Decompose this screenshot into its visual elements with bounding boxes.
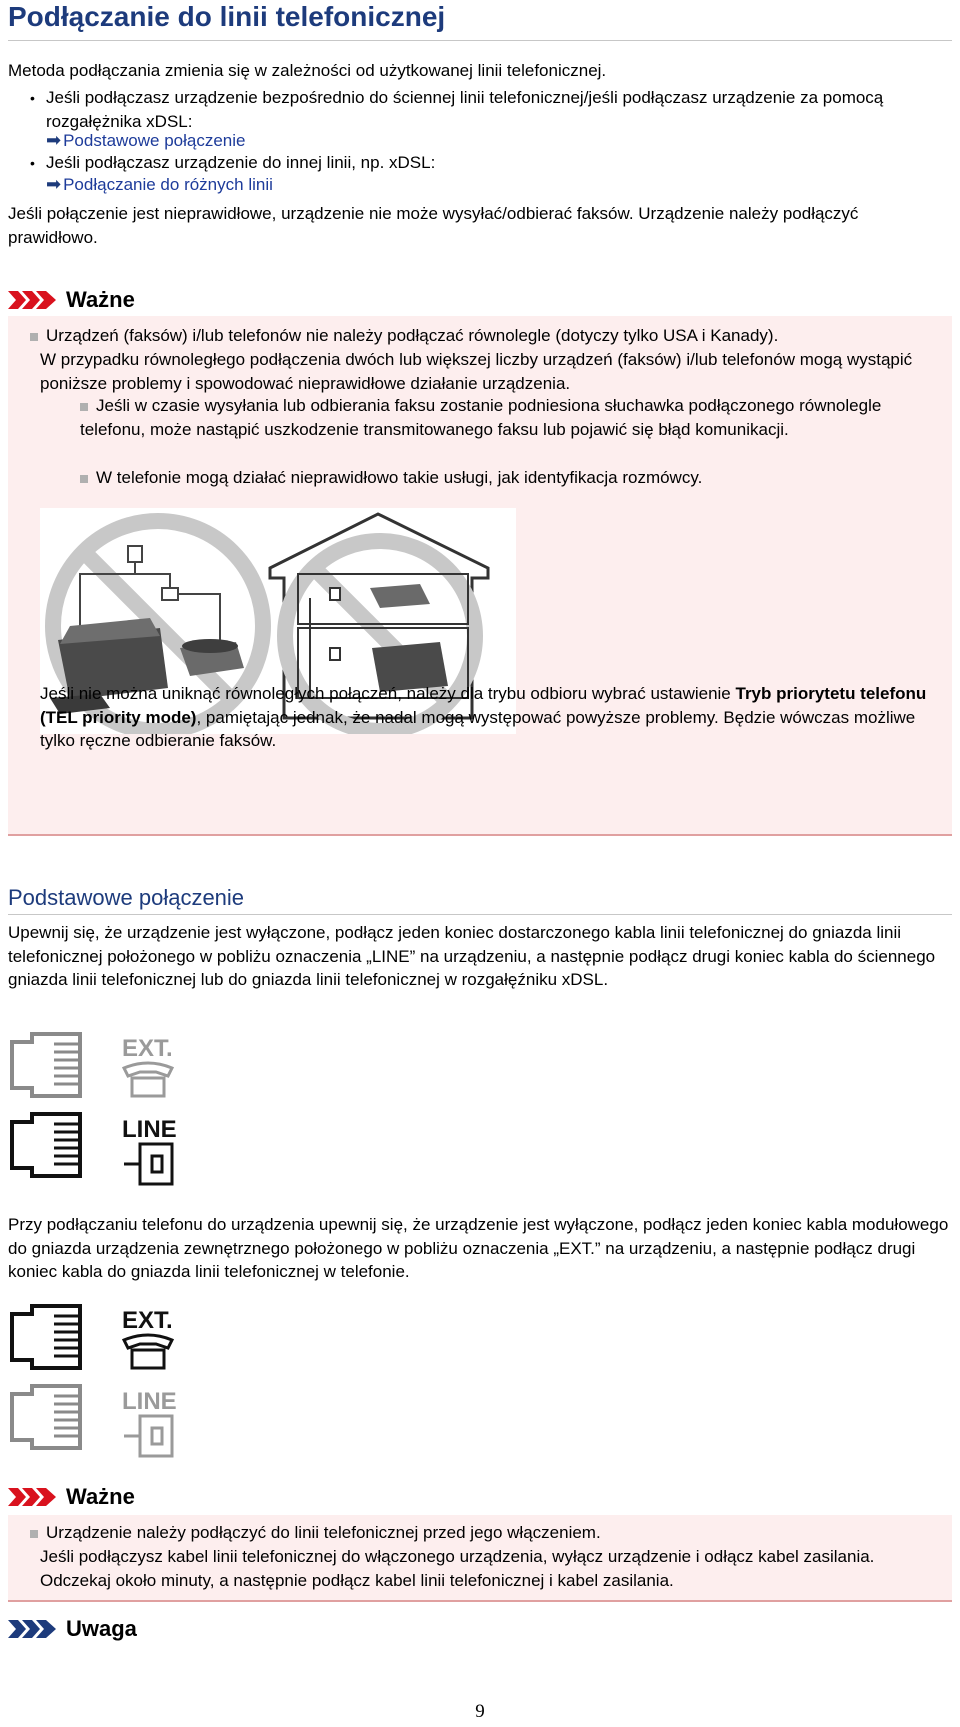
arrow-right-icon: ➡ [46, 130, 62, 150]
important-box-1 [8, 316, 952, 836]
important-paragraph: W przypadku równoległego podłączenia dwóch lub większej liczby urządzeń (faksów) i/lub telefonów mogą wystąpić poniższe problemy i spowodować nieprawidłowe działanie urządzenia. [40, 350, 913, 393]
section-heading-basic-connection: Podstawowe połączenie [8, 885, 245, 910]
square-bullet-icon [30, 333, 38, 341]
line-port-label: LINE [122, 1388, 177, 1415]
important-closing: Jeśli nie można uniknąć równoległych połączeń, należy dla trybu odbioru wybrać ustawienie Tryb priorytetu telefonu (TEL priority mode), pamiętając jednak, że nadal mogą występować powyższe problemy. Będzie wówczas możliwe tylko ręczne odbieranie faksów. [40, 684, 927, 750]
bullet-dot: • [30, 90, 35, 106]
ext-port-label: EXT. [122, 1035, 173, 1062]
basic-paragraph-1: Upewnij się, że urządzenie jest wyłączone, podłącz jeden koniec dostarczonego kabla linii telefonicznej do gniazda linii telefonicznej położonego w pobliżu oznaczenia „LINE” na urządzeniu, a następnie podłącz drugi koniec kabla do ściennego gniazda linii telefonicznej lub do gniazda linii telefonicznej w rozgałęźniku xDSL. [8, 923, 936, 989]
square-bullet-icon [30, 1530, 38, 1538]
note-heading: Uwaga [8, 1614, 308, 1644]
line-port-jack [12, 1386, 80, 1448]
ext-port-label: EXT. [122, 1307, 173, 1334]
important-item: Urządzenie należy podłączyć do linii telefonicznej przed jego włączeniem. [30, 1521, 940, 1545]
bullet-2-link[interactable]: ➡ Podłączanie do różnych linii [46, 173, 273, 197]
line-port-jack [12, 1114, 80, 1176]
line-port-label: LINE [122, 1116, 177, 1143]
page-number: 9 [475, 1701, 485, 1722]
warning-chevrons-icon [8, 288, 58, 312]
bullet-1-text: Jeśli podłączasz urządzenie bezpośrednio do ściennej linii telefonicznej/jeśli podłączasz urządzenie za pomocą rozgałężnika xDSL: [46, 88, 884, 131]
section-divider [8, 914, 952, 915]
warning-chevrons-icon [8, 1485, 58, 1509]
title-divider [8, 40, 952, 41]
phone-icon [124, 1063, 172, 1096]
note-chevrons-icon [8, 1617, 58, 1641]
port-diagram-ext [8, 1302, 188, 1462]
important-sub-item-2: W telefonie mogą działać nieprawidłowo takie usługi, jak identyfikacja rozmówcy. [80, 466, 940, 490]
ext-port-jack [12, 1306, 80, 1368]
bullet-1-link[interactable]: ➡ Podstawowe połączenie [46, 129, 246, 153]
bullet-2-text: Jeśli podłączasz urządzenie do innej linii, np. xDSL: [46, 153, 436, 172]
important-item: Urządzeń (faksów) i/lub telefonów nie należy podłączać równolegle (dotyczy tylko USA i Kanady). [30, 324, 940, 348]
page-title: Podłączanie do linii telefonicznej [8, 1, 446, 32]
phone-icon [124, 1335, 172, 1368]
basic-paragraph-2: Przy podłączaniu telefonu do urządzenia upewnij się, że urządzenie jest wyłączone, podłącz jeden koniec kabla modułowego do gniazda urządzenia zewnętrznego położonego w pobliżu oznaczenia „EXT.” na urządzeniu, a następnie podłącz drugi koniec kabla do gniazda linii telefonicznej w telefonie. [8, 1215, 949, 1281]
wall-jack-icon [124, 1144, 172, 1184]
square-bullet-icon [80, 475, 88, 483]
bullet-dot: • [30, 155, 35, 171]
arrow-right-icon: ➡ [46, 174, 62, 194]
important-paragraph: Jeśli podłączysz kabel linii telefonicznej do włączonego urządzenia, wyłącz urządzenie i odłącz kabel zasilania. Odczekaj około minuty, a następnie podłącz kabel linii telefonicznej i kabel zasilania. [40, 1547, 875, 1590]
port-diagram-line [8, 1030, 188, 1190]
important-heading-2: Ważne [8, 1482, 308, 1512]
ext-port-jack [12, 1034, 80, 1096]
important-box-2 [8, 1515, 952, 1602]
wall-jack-icon [124, 1416, 172, 1456]
important-heading-1: Ważne [8, 285, 308, 315]
wrong-connection-text: Jeśli połączenie jest nieprawidłowe, urządzenie nie może wysyłać/odbierać faksów. Urządzenie należy podłączyć prawidłowo. [8, 204, 859, 247]
square-bullet-icon [80, 403, 88, 411]
important-sub-item-1: Jeśli w czasie wysyłania lub odbierania faksu zostanie podniesiona słuchawka podłączonego równolegle telefonu, może nastąpić uszkodzenie transmitowanego faksu lub pojawić się błąd komunikacji. [80, 396, 882, 439]
intro-text: Metoda podłączania zmienia się w zależności od użytkowanej linii telefonicznej. [8, 61, 607, 80]
